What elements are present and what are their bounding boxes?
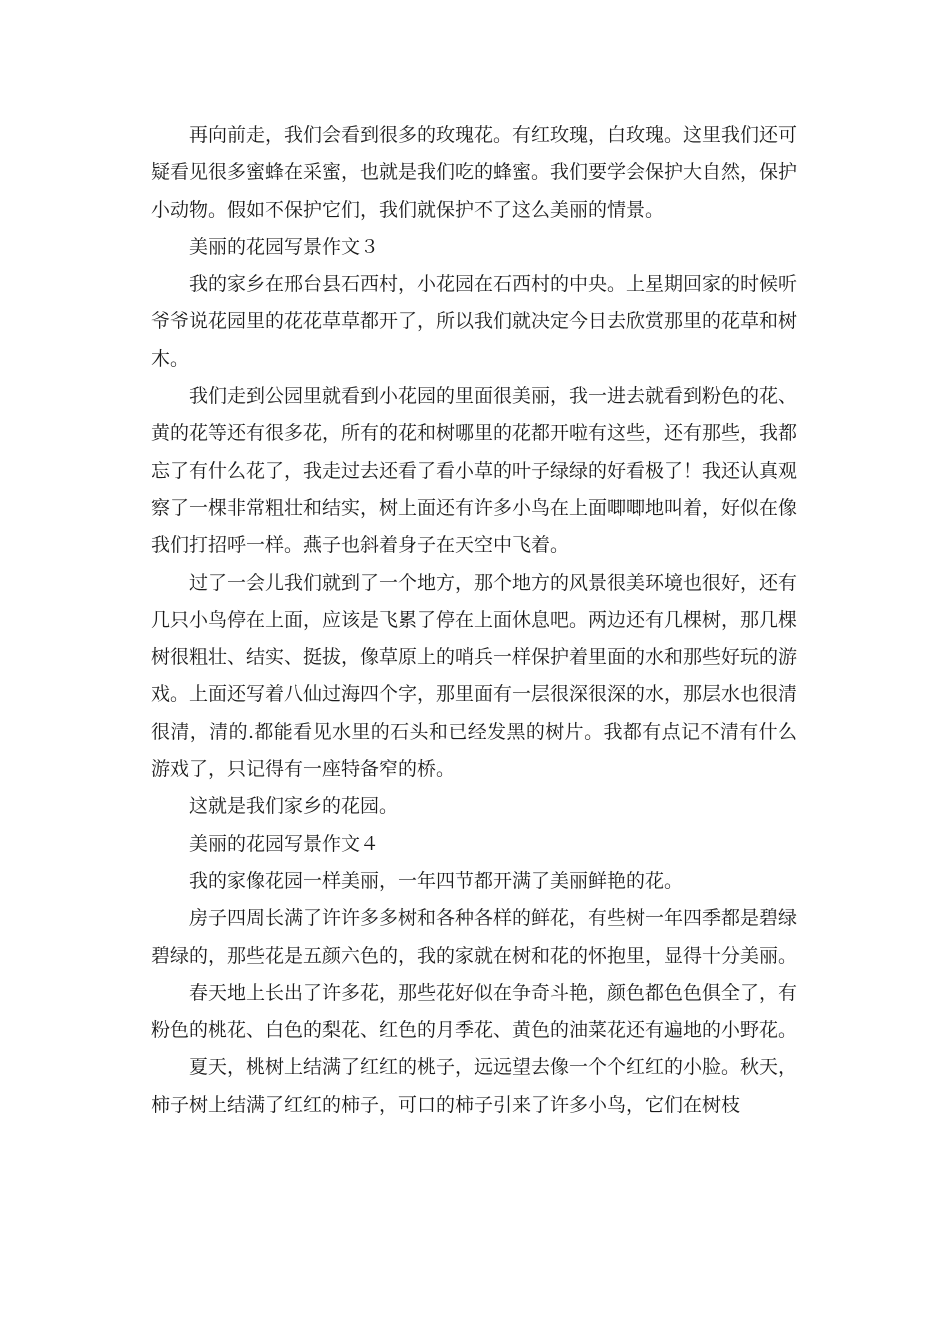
paragraph-hometown: 我的家乡在邢台县石西村，小花园在石西村的中央。上星期回家的时候听爷爷说花园里的花花草草都开了，所以我们就决定今日去欣赏那里的花草和树木。 bbox=[151, 273, 798, 370]
paragraph-roses: 再向前走，我们会看到很多的玫瑰花。有红玫瑰，白玫瑰。这里我们还可疑看见很多蜜蜂在采蜜，也就是我们吃的蜂蜜。我们要学会保护大自然，保护小动物。假如不保护它们，我们就保护不了这么美丽的情景。 bbox=[151, 124, 798, 221]
paragraph-summer-autumn: 夏天，桃树上结满了红红的桃子，远远望去像一个个红红的小脸。秋天，柿子树上结满了红红的柿子，可口的柿子引来了许多小鸟，它们在树枝 bbox=[151, 1056, 798, 1116]
section-heading-3: 美丽的花园写景作文３ bbox=[189, 235, 380, 258]
paragraph-conclusion: 这就是我们家乡的花园。 bbox=[189, 795, 399, 818]
paragraph-spring: 春天地上长出了许多花，那些花好似在争奇斗艳，颜色都色色俱全了，有粉色的桃花、白色的梨花、红色的月季花、黄色的油菜花还有遍地的小野花。 bbox=[151, 981, 798, 1042]
paragraph-eight-immortals: 过了一会儿我们就到了一个地方，那个地方的风景很美环境也很好，还有几只小鸟停在上面，应该是飞累了停在上面休息吧。两边还有几棵树，那几棵树很粗壮、结实、挺拔，像草原上的哨兵一样保护着里面的水和那些好玩的游戏。上面还写着八仙过海四个字，那里面有一层很深很深的水，那层水也很清很清，清的.都能看见水里的石头和已经发黑的树片。我都有点记不清有什么游戏了，只记得有一座特备窄的桥。 bbox=[151, 571, 798, 781]
document-page bbox=[151, 117, 797, 1124]
section-heading-4: 美丽的花园写景作文４ bbox=[189, 832, 380, 855]
paragraph-trees-flowers: 房子四周长满了许许多多树和各种各样的鲜花，有些树一年四季都是碧绿碧绿的，那些花是五颜六色的，我的家就在树和花的怀抱里，显得十分美丽。 bbox=[151, 907, 798, 967]
paragraph-park-flowers: 我们走到公园里就看到小花园的里面很美丽，我一进去就看到粉色的花、黄的花等还有很多花，所有的花和树哪里的花都开啦有这些，还有那些，我都忘了有什么花了，我走过去还看了看小草的叶子绿绿的好看极了！我还认真观察了一棵非常粗壮和结实，树上面还有许多小鸟在上面唧唧地叫着，好似在像我们打招呼一样。燕子也斜着身子在天空中飞着。 bbox=[151, 385, 798, 557]
paragraph-home-garden: 我的家像花园一样美丽，一年四节都开满了美丽鲜艳的花。 bbox=[189, 869, 684, 892]
